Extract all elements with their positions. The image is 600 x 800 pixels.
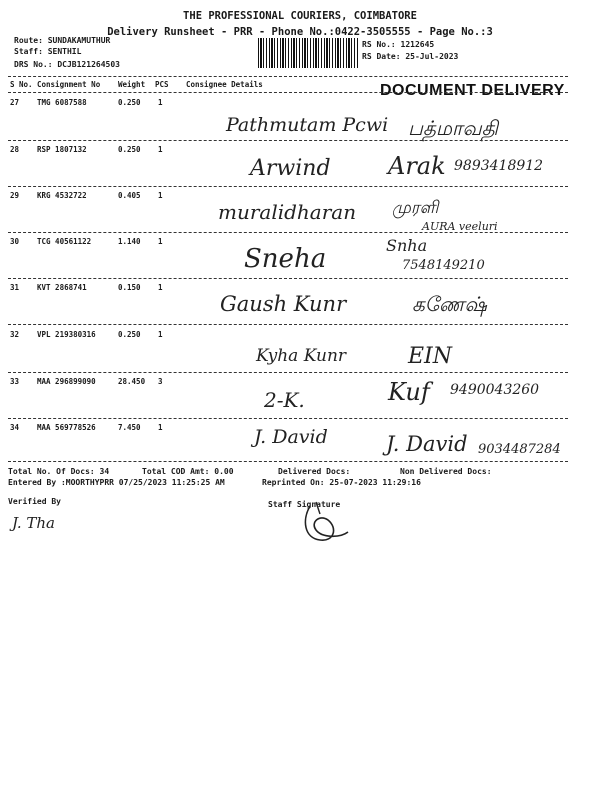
header-top-rule (8, 76, 568, 77)
route-label: Route: SUNDAKAMUTHUR (14, 36, 111, 45)
receiver-phone: 9893418912 (454, 158, 544, 174)
consignee-name: 2-K. (264, 388, 305, 412)
row-sno: 28 (10, 145, 20, 154)
receiver-note: AURA veeluri (422, 220, 498, 233)
row-consignment: VPL 219380316 (37, 330, 96, 339)
total-docs: Total No. Of Docs: 34 (8, 467, 110, 476)
barcode-image (258, 38, 358, 68)
receiver-signature: முரளி (392, 198, 439, 218)
row-pcs: 1 (158, 330, 163, 339)
row-consignment: TMG 6087588 (37, 98, 87, 107)
col-consignee: Consignee Details (186, 80, 263, 89)
receiver-signature: EIN (408, 344, 452, 369)
row-consignment: MAA 569778526 (37, 423, 96, 432)
consignee-name: muralidharan (218, 200, 357, 224)
row-divider (8, 232, 568, 233)
row-sno: 27 (10, 98, 20, 107)
receiver-signature: Snha (386, 236, 428, 255)
receiver-signature: கணேஷ் (412, 292, 487, 316)
consignee-name: Arwind (250, 156, 331, 181)
row-divider (8, 140, 568, 141)
verified-by-label: Verified By (8, 497, 61, 506)
row-sno: 34 (10, 423, 20, 432)
row-sno: 32 (10, 330, 20, 339)
row-weight: 0.250 (118, 330, 141, 339)
verifier-signature: J. Tha (12, 514, 55, 532)
entered-by: Entered By :MOORTHYPRR 07/25/2023 11:25:25 AM (8, 478, 225, 487)
staff-label: Staff: SENTHIL (14, 47, 82, 56)
consignee-name: Gaush Kunr (220, 292, 347, 316)
row-weight: 7.450 (118, 423, 141, 432)
consignee-name: Kyha Kunr (256, 346, 347, 366)
row-sno: 30 (10, 237, 20, 246)
row-divider (8, 278, 568, 279)
runsheet-title: Delivery Runsheet - PRR - Phone No.:0422-3505555 - Page No.:3 (107, 26, 493, 38)
row-consignment: KRG 4532722 (37, 191, 87, 200)
delivered-docs: Delivered Docs: (278, 467, 351, 476)
receiver-phone: 7548149210 (402, 258, 485, 273)
table-bottom-rule (8, 461, 568, 462)
row-pcs: 1 (158, 423, 163, 432)
drs-number: DRS No.: DCJB121264503 (14, 60, 120, 69)
row-divider (8, 186, 568, 187)
row-divider (8, 418, 568, 419)
header-bottom-rule (8, 92, 568, 93)
row-consignment: TCG 40561122 (37, 237, 92, 246)
receiver-signature: Arak (388, 152, 446, 180)
row-weight: 28.450 (118, 377, 146, 386)
col-weight: Weight (118, 80, 146, 89)
rs-number: RS No.: 1212645 (362, 40, 435, 49)
row-pcs: 1 (158, 191, 163, 200)
row-sno: 29 (10, 191, 20, 200)
consignee-name: Sneha (244, 244, 327, 274)
staff-signature-mark (296, 498, 352, 546)
row-consignment: RSP 1807132 (37, 145, 87, 154)
col-consignment: Consignment No (37, 80, 101, 89)
reprinted-on: Reprinted On: 25-07-2023 11:29:16 (262, 478, 421, 487)
receiver-signature: Kuf (388, 378, 430, 406)
receiver-signature: J. David (386, 432, 468, 456)
row-sno: 31 (10, 283, 20, 292)
row-weight: 0.250 (118, 145, 141, 154)
row-weight: 0.150 (118, 283, 141, 292)
rs-date: RS Date: 25-Jul-2023 (362, 52, 459, 61)
row-pcs: 1 (158, 145, 163, 154)
receiver-phone: 9034487284 (478, 442, 561, 457)
row-pcs: 1 (158, 98, 163, 107)
receiver-signature: பத்மாவதி (408, 116, 498, 140)
consignee-name: Pathmutam Pcwi (226, 114, 389, 136)
total-cod: Total COD Amt: 0.00 (142, 467, 234, 476)
row-consignment: KVT 2868741 (37, 283, 87, 292)
company-title: THE PROFESSIONAL COURIERS, COIMBATORE (183, 10, 417, 22)
non-delivered-docs: Non Delivered Docs: (400, 467, 492, 476)
staff-signature-label: Staff Signature (268, 500, 341, 509)
row-sno: 33 (10, 377, 20, 386)
row-divider (8, 324, 568, 325)
row-pcs: 1 (158, 283, 163, 292)
receiver-phone: 9490043260 (450, 382, 540, 398)
consignee-name: J. David (254, 426, 328, 448)
row-pcs: 3 (158, 377, 163, 386)
row-weight: 1.140 (118, 237, 141, 246)
col-pcs: PCS (155, 80, 169, 89)
row-divider (8, 372, 568, 373)
row-pcs: 1 (158, 237, 163, 246)
row-consignment: MAA 296899090 (37, 377, 96, 386)
row-weight: 0.405 (118, 191, 141, 200)
col-sno: S No. (10, 80, 33, 89)
document-delivery-stamp: DOCUMENT DELIVERY (380, 82, 565, 99)
row-weight: 0.250 (118, 98, 141, 107)
